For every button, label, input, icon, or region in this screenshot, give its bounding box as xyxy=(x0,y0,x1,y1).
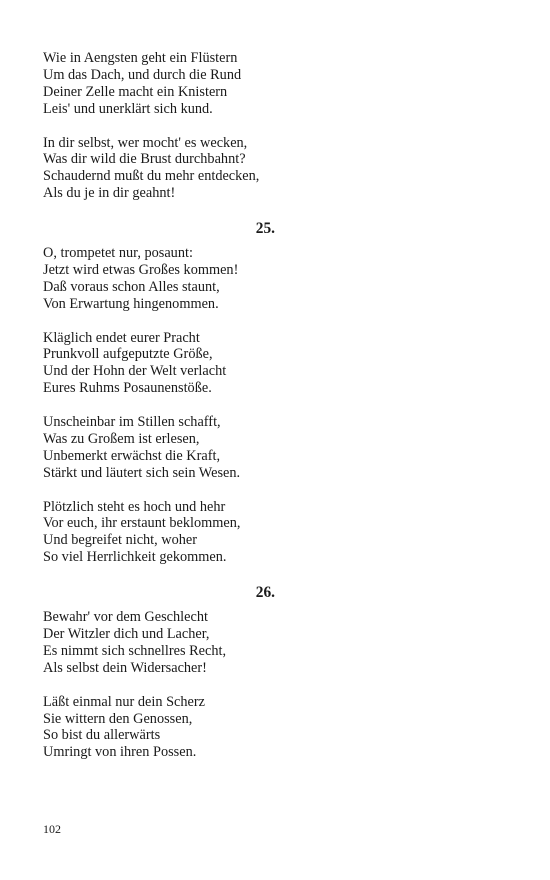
stanza xyxy=(43,135,275,203)
stanza xyxy=(43,245,275,313)
poem-line: Umringt von ihren Possen. xyxy=(43,744,197,761)
poem-line: Als selbst dein Widersacher! xyxy=(43,659,207,676)
page-body xyxy=(43,50,275,778)
page-number: 102 xyxy=(43,822,61,836)
poem-line: Stärkt und läutert sich sein Wesen. xyxy=(43,464,241,481)
poem-line: Vor euch, ihr erstaunt beklommen, xyxy=(43,515,241,532)
poem-line: Was dir wild die Brust durchbahnt? xyxy=(43,151,246,168)
poem-line: Unbemerkt erwächst die Kraft, xyxy=(43,447,221,464)
poem-line: Und begreifet nicht, woher xyxy=(43,532,198,549)
poem-line: Bewahr' vor dem Geschlecht xyxy=(43,609,208,626)
poem-line: O, trompetet nur, posaunt: xyxy=(43,245,193,262)
poem-line: So bist du allerwärts xyxy=(43,727,161,744)
poem-section xyxy=(43,583,275,761)
poem-line: Läßt einmal nur dein Scherz xyxy=(43,693,205,710)
poem-line: Von Erwartung hingenommen. xyxy=(43,295,219,312)
poem-line: Es nimmt sich schnellres Recht, xyxy=(43,642,227,659)
poem-number-heading: 25. xyxy=(255,220,275,238)
stanza xyxy=(43,414,275,482)
poem-line: Eures Ruhms Posaunenstöße. xyxy=(43,380,212,397)
poem-line: Deiner Zelle macht ein Knistern xyxy=(43,83,228,100)
poem-line: Wie in Aengsten geht ein Flüstern xyxy=(43,50,238,66)
poem-line: Sie wittern den Genossen, xyxy=(43,710,193,727)
poem-line: Als du je in dir geahnt! xyxy=(43,185,176,202)
poem-line: Kläglich endet eurer Pracht xyxy=(43,329,200,346)
poem-line: Plötzlich steht es hoch und hehr xyxy=(43,498,226,515)
poem-line: Der Witzler dich und Lacher, xyxy=(43,626,210,642)
poem-section xyxy=(43,219,275,566)
poem-line: So viel Herrlichkeit gekommen. xyxy=(43,549,227,566)
poem-line: Um das Dach, und durch die Rund xyxy=(43,66,242,83)
poem-line: Leis' und unerklärt sich kund. xyxy=(43,100,213,117)
stanza xyxy=(43,330,275,398)
poem-line: Unscheinbar im Stillen schafft, xyxy=(43,414,221,431)
poem-line: Was zu Großem ist erlesen, xyxy=(43,430,200,447)
poem-section xyxy=(43,50,275,202)
poem-number-heading: 26. xyxy=(255,584,275,602)
poem-line: Und der Hohn der Welt verlacht xyxy=(43,363,227,380)
stanza xyxy=(43,609,275,677)
poem-line: Prunkvoll aufgeputzte Größe, xyxy=(43,346,213,363)
poem-line: In dir selbst, wer mocht' es wecken, xyxy=(43,134,248,151)
poem-line: Jetzt wird etwas Großes kommen! xyxy=(43,261,239,278)
poem-line: Schaudernd mußt du mehr entdecken, xyxy=(43,168,260,185)
stanza xyxy=(43,694,275,762)
stanza xyxy=(43,50,275,118)
poem-line: Daß voraus schon Alles staunt, xyxy=(43,278,220,295)
stanza xyxy=(43,499,275,567)
